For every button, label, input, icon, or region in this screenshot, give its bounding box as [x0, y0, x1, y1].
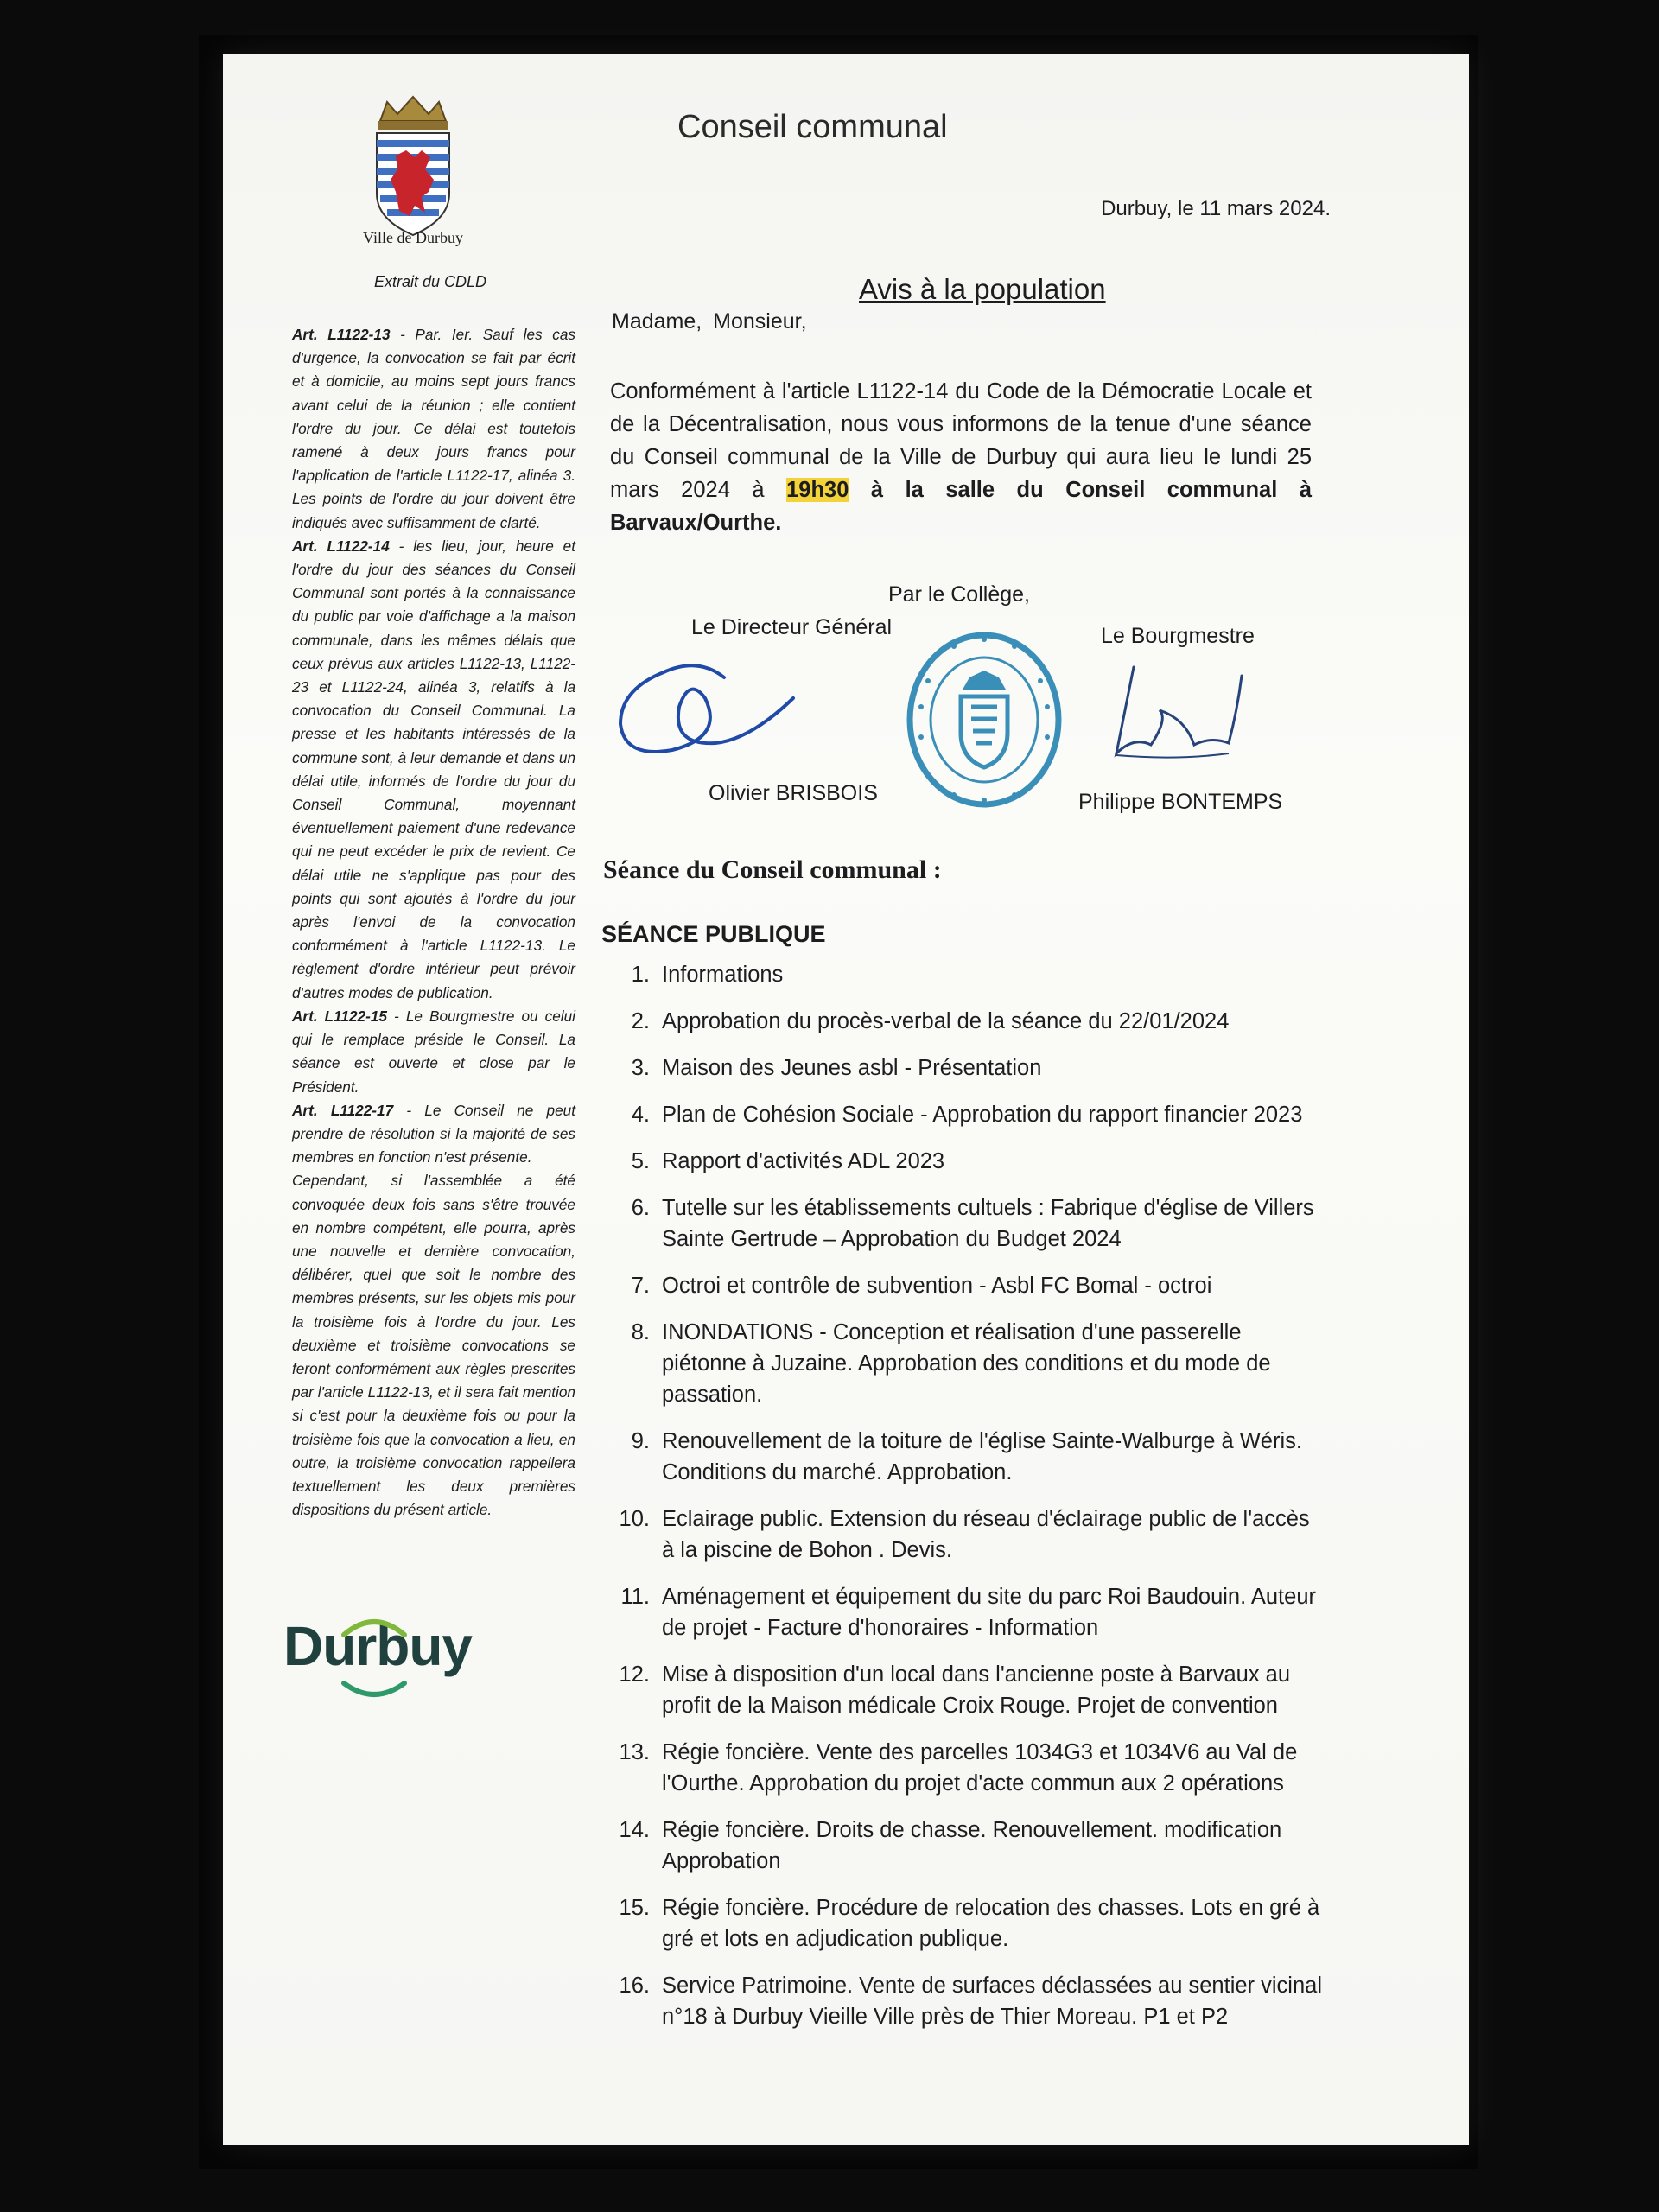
session-title: Séance du Conseil communal : [603, 855, 942, 884]
article-ref: Art. L1122-17 [292, 1101, 394, 1119]
agenda-item-text: Mise à disposition d'un local dans l'ancienne poste à Barvaux au profit de la Maison médicale Croix Rouge. Projet de convention [662, 1662, 1291, 1718]
agenda-item [601, 1426, 1327, 1488]
agenda-item-text: Rapport d'activités ADL 2023 [662, 1149, 945, 1173]
intro-text: Conformément à l'article L1122-14 du Code de la Démocratie Locale et de la Décentralisation, nous vous informons de la tenue d'une séance du Conseil communal de la Ville de Durbuy qui aura lieu le lundi 25 mars 2024 à [610, 379, 1312, 502]
agenda-item [601, 1099, 1327, 1130]
agenda-item-text: Régie foncière. Droits de chasse. Renouvellement. modification Approbation [662, 1818, 1282, 1873]
legal-paragraph [292, 1099, 575, 1170]
agenda-item [601, 1892, 1327, 1955]
agenda-item-number: 9. [631, 1429, 650, 1453]
agenda-item-text: INONDATIONS - Conception et réalisation d'une passerelle piétonne à Juzaine. Approbation des conditions et du mode de passation. [662, 1320, 1271, 1407]
durbuy-logo [283, 1609, 491, 1704]
meeting-place: à la salle du Conseil communal à Barvaux/Ourthe. [610, 478, 1312, 535]
agenda-item [601, 1270, 1327, 1301]
municipal-stamp-icon [902, 629, 1066, 810]
meeting-time: 19h30 [786, 478, 849, 502]
agenda-item-number: 3. [631, 1056, 650, 1080]
agenda-item [601, 1146, 1327, 1177]
agenda-item-text: Tutelle sur les établissements cultuels : Fabrique d'église de Villers Sainte Gertrude – Approbation du Budget 2024 [662, 1196, 1314, 1251]
article-text: Cependant, si l'assemblée a été convoquée deux fois sans s'être trouvée en nombre compétent, elle pourra, après une nouvelle et dernière convocation, délibérer, quel que soit le nombre des membres présents, sur les objets mis pour la troisième fois à l'ordre du jour. Les deuxième et troisième convocations se feront conformément aux règles prescrites par l'article L1122-13, et il sera fait mention si c'est pour la deuxième fois ou pour la troisième fois que la convocation a lieu, en outre, la troisième convocation rappellera textuellement les deux premières dispositions du présent article. [292, 1172, 575, 1519]
date-line: Durbuy, le 11 mars 2024. [1101, 197, 1331, 220]
agenda-item-number: 11. [620, 1585, 650, 1609]
public-session-title: SÉANCE PUBLIQUE [601, 921, 826, 947]
logo-wordmark: Durbuy [283, 1615, 472, 1677]
agenda-item-number: 8. [631, 1320, 650, 1344]
article-text: - Le Conseil ne peut prendre de résolution si la majorité de ses membres en fonction n'est présente. [292, 1101, 575, 1166]
agenda-item-text: Service Patrimoine. Vente de surfaces déclassées au sentier vicinal n°18 à Durbuy Vieille Ville près de Thier Moreau. P1 et P2 [662, 1974, 1322, 2029]
agenda-item-number: 7. [631, 1274, 650, 1298]
mayor-name: Philippe BONTEMPS [1078, 790, 1283, 814]
agenda-item-text: Aménagement et équipement du site du parc Roi Baudouin. Auteur de projet - Facture d'honoraires - Information [662, 1585, 1316, 1640]
logo-arc-icon [283, 1609, 491, 1704]
legal-paragraph [292, 1005, 575, 1099]
agenda-item [601, 1737, 1327, 1799]
notice-page [223, 54, 1469, 2145]
agenda-item [601, 1317, 1327, 1410]
agenda-item-text: Plan de Cohésion Sociale - Approbation du rapport financier 2023 [662, 1103, 1303, 1127]
agenda-item-number: 6. [631, 1196, 650, 1220]
agenda-item-text: Approbation du procès-verbal de la séance du 22/01/2024 [662, 1009, 1230, 1033]
college-label: Par le Collège, [888, 582, 1030, 607]
agenda-item-number: 2. [631, 1009, 650, 1033]
intro-paragraph [610, 375, 1312, 539]
extract-title: Extrait du CDLD [373, 273, 487, 290]
agenda-item-number: 15. [619, 1896, 650, 1920]
mayor-label: Le Bourgmestre [1101, 624, 1255, 648]
agenda-item-text: Régie foncière. Vente des parcelles 1034G3 et 1034V6 au Val de l'Ourthe. Approbation du projet d'acte commun aux 2 opérations [662, 1740, 1298, 1796]
council-title: Conseil communal [677, 109, 948, 145]
notice-title: Avis à la population [859, 273, 1106, 305]
agenda-item-number: 10. [619, 1507, 650, 1531]
article-ref: Art. L1122-14 [292, 537, 390, 555]
agenda-item-text: Octroi et contrôle de subvention - Asbl FC Bomal - octroi [662, 1274, 1212, 1298]
agenda-item [601, 959, 1327, 990]
salutation: Madame, Monsieur, [612, 309, 807, 334]
legal-paragraph [292, 535, 575, 1005]
agenda-item-number: 4. [631, 1103, 650, 1127]
legal-paragraph [292, 1169, 575, 1522]
mayor-signature-icon [1099, 658, 1289, 779]
director-signature-icon [603, 638, 810, 776]
agenda-item [601, 1192, 1327, 1255]
agenda-item [601, 1659, 1327, 1721]
agenda-item-text: Régie foncière. Procédure de relocation des chasses. Lots en gré à gré et lots en adjudication publique. [662, 1896, 1320, 1951]
agenda-item-number: 1. [631, 963, 650, 987]
article-text: - Le Bourgmestre ou celui qui le remplace préside le Conseil. La séance est ouverte et close par le Président. [292, 1007, 575, 1096]
article-text: - Par. Ier. Sauf les cas d'urgence, la convocation se fait par écrit et à domicile, au moins sept jours francs avant celui de la réunion ; elle contient l'ordre du jour. Ce délai est toutefois ramené à deux jours francs pour l'application de l'article L1122-17, alinéa 3. Les points de l'ordre du jour doivent être indiqués avec suffisamment de clarté. [292, 326, 575, 531]
crest-caption: Ville de Durbuy [363, 229, 463, 246]
agenda-item [601, 1052, 1327, 1084]
article-ref: Art. L1122-13 [292, 326, 391, 343]
agenda-item-text: Maison des Jeunes asbl - Présentation [662, 1056, 1042, 1080]
agenda-item-number: 16. [619, 1974, 650, 1998]
agenda-item-text: Eclairage public. Extension du réseau d'éclairage public de l'accès à la piscine de Bohon . Devis. [662, 1507, 1310, 1562]
legal-extract [292, 323, 575, 1522]
article-text: - les lieu, jour, heure et l'ordre du jour des séances du Conseil Communal sont portés à la connaissance du public par voie d'affichage a la maison communale, dans les mêmes délais que ceux prévus aux articles L1122-13, L1122-23 et L1122-24, alinéa 3, relatifs à la convocation du Conseil Communal. La presse et les habitants intéressés de la commune sont, à leur demande et dans un délai utile, informés de l'ordre du jour du Conseil Communal, moyennant éventuellement paiement d'une redevance qui ne peut excéder le prix de revient. Ce délai utile ne s'applique pas pour des points qui sont ajoutés à l'ordre du jour après l'envoi de la convocation conformément à l'article L1122-13. Le règlement d'ordre intérieur peut prévoir d'autres modes de publication. [292, 537, 575, 1001]
agenda-item [601, 1970, 1327, 2032]
agenda-item-number: 5. [631, 1149, 650, 1173]
agenda-item [601, 1815, 1327, 1877]
agenda-item [601, 1503, 1327, 1566]
legal-paragraph [292, 323, 575, 535]
agenda-list [601, 959, 1327, 2048]
director-label: Le Directeur Général [691, 615, 893, 639]
agenda-item [601, 1006, 1327, 1037]
director-name: Olivier BRISBOIS [709, 781, 878, 805]
article-ref: Art. L1122-15 [292, 1007, 387, 1025]
agenda-item [601, 1581, 1327, 1643]
agenda-item-number: 12. [619, 1662, 650, 1687]
agenda-item-number: 14. [619, 1818, 650, 1842]
agenda-item-text: Informations [662, 963, 784, 987]
agenda-item-text: Renouvellement de la toiture de l'église Sainte-Walburge à Wéris. Conditions du marché. Approbation. [662, 1429, 1302, 1484]
agenda-item-number: 13. [619, 1740, 650, 1764]
